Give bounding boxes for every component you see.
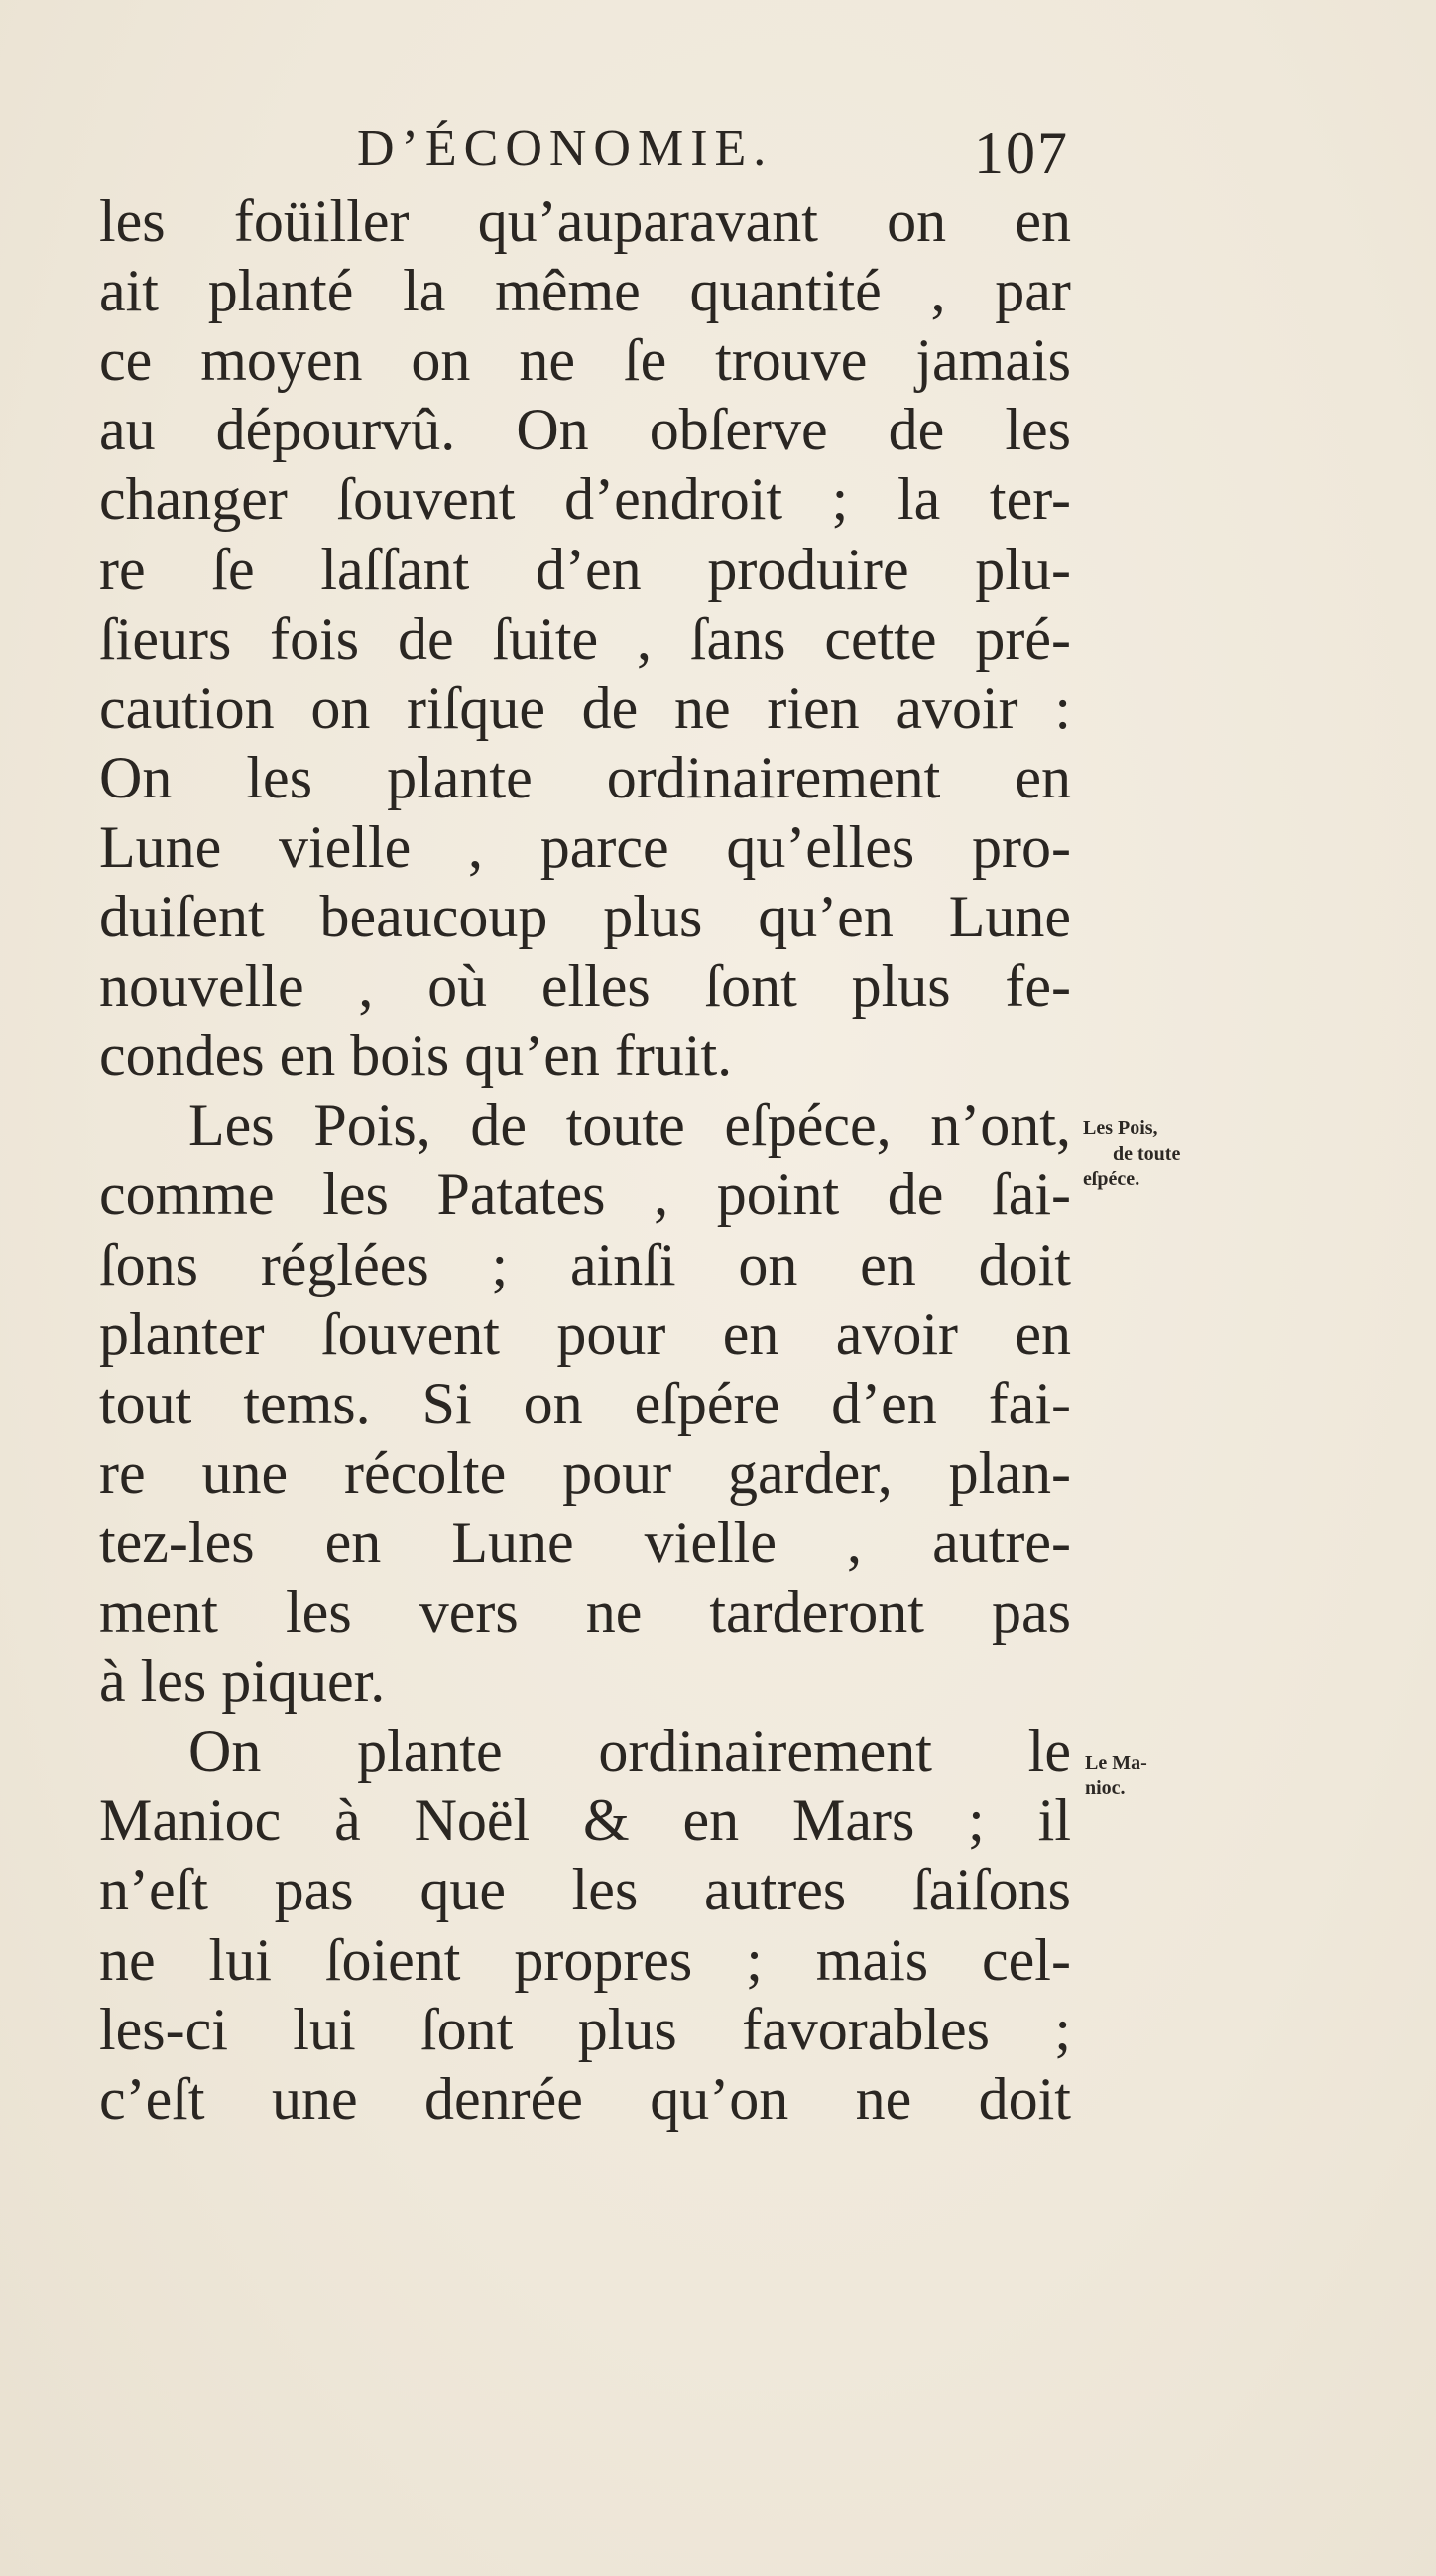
text-line: à les piquer. — [99, 1649, 386, 1715]
word: re — [99, 536, 146, 602]
word: On — [99, 744, 173, 810]
word: la — [403, 258, 446, 324]
margin-note-line: nioc. — [1085, 1778, 1126, 1799]
word: doit — [978, 1231, 1071, 1297]
word: plante — [357, 1718, 503, 1784]
word: ſouvent — [336, 466, 516, 533]
word: propres — [514, 1926, 693, 1993]
text-line — [99, 604, 1071, 674]
word: de — [887, 1162, 944, 1228]
text-line — [99, 1369, 1071, 1438]
word: vers — [419, 1579, 519, 1645]
word: ſont — [704, 953, 797, 1020]
text-line — [99, 1508, 1071, 1577]
word: une — [201, 1439, 289, 1506]
word: on — [887, 188, 947, 254]
text-line — [99, 1925, 1071, 1995]
word: Lune — [451, 1509, 574, 1575]
text-line — [99, 812, 1071, 882]
word: autre- — [932, 1509, 1071, 1575]
word: lui — [208, 1926, 272, 1993]
word: ne — [674, 675, 731, 741]
word: avoir — [835, 1300, 958, 1367]
word: les — [322, 1162, 389, 1228]
word: qu’on — [650, 2065, 789, 2132]
text-line — [99, 1090, 1071, 1160]
word: même — [495, 258, 641, 324]
word: les — [1005, 397, 1071, 463]
word: : — [1054, 675, 1071, 741]
word: d’endroit — [564, 466, 783, 533]
word: à — [334, 1787, 361, 1854]
word: les — [99, 188, 166, 254]
margin-note-line: eſpéce. — [1083, 1168, 1140, 1190]
word: par — [995, 258, 1071, 324]
word: & — [583, 1787, 630, 1854]
word: Noël — [414, 1787, 531, 1854]
word: tez-les — [99, 1509, 255, 1575]
word: eſpéce, — [724, 1092, 892, 1159]
word: laſſant — [320, 536, 470, 602]
text-line — [99, 2064, 1071, 2134]
word: ce — [99, 327, 153, 394]
word: en — [324, 1509, 382, 1575]
word: Manioc — [99, 1787, 282, 1854]
word: ter- — [989, 466, 1071, 533]
word: ment — [99, 1579, 218, 1645]
word: ne — [585, 1579, 643, 1645]
word: plante — [387, 744, 533, 810]
word: Les — [188, 1092, 275, 1159]
word: duiſent — [99, 884, 265, 949]
word: pré- — [975, 605, 1071, 672]
margin-note-manioc — [1085, 1750, 1147, 1801]
text-line — [99, 1160, 1071, 1229]
word: elles — [540, 953, 651, 1020]
word: ſieurs — [99, 605, 232, 672]
word: , — [654, 1162, 669, 1228]
word: de — [470, 1092, 528, 1159]
word: foüiller — [233, 188, 410, 254]
word: parce — [539, 813, 669, 880]
word: ſouvent — [320, 1300, 500, 1367]
word: tout — [99, 1370, 192, 1436]
word: pas — [991, 1579, 1071, 1645]
word: garder, — [727, 1439, 893, 1506]
page-number: 107 — [974, 120, 1069, 185]
margin-note-line: de toute — [1113, 1143, 1181, 1165]
word: , — [847, 1509, 863, 1575]
word: de — [888, 397, 945, 463]
word: que — [419, 1857, 506, 1923]
word: ait — [99, 258, 159, 324]
word: planter — [99, 1300, 265, 1367]
word: ſont — [420, 1996, 514, 2062]
word: Patates — [436, 1162, 606, 1228]
text-line — [99, 951, 1071, 1021]
word: vielle — [279, 813, 412, 880]
word: n’ont, — [930, 1092, 1071, 1159]
word: ordinairement — [606, 744, 941, 810]
word: ſaiſons — [911, 1857, 1071, 1923]
word: ; — [968, 1787, 985, 1854]
word: eſpére — [634, 1370, 780, 1436]
word: en — [722, 1300, 779, 1367]
word: les — [286, 1579, 352, 1645]
word: d’en — [536, 536, 642, 602]
word: ordinairement — [598, 1718, 932, 1784]
word: rien — [767, 675, 860, 741]
word: nouvelle — [99, 953, 304, 1020]
word: Lune — [948, 884, 1071, 949]
word: favorables — [742, 1996, 990, 2062]
text-line — [99, 186, 1071, 256]
text-line — [99, 1438, 1071, 1508]
word: fe- — [1005, 953, 1071, 1020]
word: les — [246, 744, 313, 810]
word: Pois, — [313, 1092, 431, 1159]
word: les-ci — [99, 1996, 228, 2062]
word: pour — [556, 1300, 666, 1367]
word: c’eſt — [99, 2065, 205, 2132]
word: trouve — [715, 327, 868, 394]
word: qu’elles — [726, 813, 915, 880]
word: ; — [1054, 1996, 1071, 2062]
text-line: condes en bois qu’en fruit. — [99, 1023, 733, 1089]
margin-note-line: Le Ma- — [1085, 1752, 1147, 1774]
word: changer — [99, 466, 288, 533]
word: denrée — [423, 2065, 583, 2132]
word: jamais — [915, 327, 1071, 394]
word: ſe — [211, 536, 255, 602]
word: riſque — [407, 675, 545, 741]
word: avoir — [896, 675, 1018, 741]
word: ſai- — [992, 1162, 1071, 1228]
word: cette — [824, 605, 937, 672]
word: fai- — [988, 1370, 1071, 1436]
word: beaucoup — [319, 884, 548, 949]
word: On — [516, 397, 589, 463]
word: il — [1037, 1787, 1071, 1854]
word: plus — [851, 953, 951, 1020]
word: on — [411, 327, 471, 394]
text-line — [99, 882, 1071, 951]
word: obſerve — [649, 397, 828, 463]
word: toute — [565, 1092, 685, 1159]
word: autres — [703, 1857, 847, 1923]
word: de — [398, 605, 454, 672]
word: la — [897, 466, 941, 533]
word: les — [571, 1857, 639, 1923]
word: ſuite — [492, 605, 599, 672]
text-line — [99, 1299, 1071, 1369]
word: une — [271, 2065, 358, 2132]
word: ainſi — [569, 1231, 676, 1297]
word: ſans — [689, 605, 786, 672]
word: où — [427, 953, 488, 1020]
word: pro- — [971, 813, 1071, 880]
word: ; — [831, 466, 849, 533]
word: on — [310, 675, 371, 741]
word: n’eſt — [99, 1857, 208, 1923]
text-line — [99, 674, 1071, 743]
text-line — [99, 395, 1071, 464]
word: quantité — [689, 258, 882, 324]
word: plus — [577, 1996, 677, 2062]
text-line — [99, 743, 1071, 812]
word: plu- — [975, 536, 1071, 602]
word: lui — [293, 1996, 356, 2062]
word: Lune — [99, 813, 222, 880]
word: le — [1027, 1718, 1071, 1784]
word: pas — [274, 1857, 354, 1923]
word: en — [860, 1231, 916, 1297]
word: Mars — [792, 1787, 915, 1854]
word: récolte — [344, 1439, 507, 1506]
word: cel- — [982, 1926, 1071, 1993]
word: ſoient — [324, 1926, 461, 1993]
word: ne — [519, 327, 575, 394]
word: mais — [815, 1926, 929, 1993]
text-line — [99, 1785, 1071, 1855]
word: produire — [707, 536, 909, 602]
word: On — [188, 1718, 262, 1784]
word: comme — [99, 1162, 275, 1228]
word: re — [99, 1439, 146, 1506]
word: qu’auparavant — [477, 188, 818, 254]
word: dépourvû. — [215, 397, 456, 463]
word: planté — [207, 258, 354, 324]
text-line — [99, 1716, 1071, 1785]
word: , — [930, 258, 946, 324]
word: plus — [603, 884, 703, 949]
word: réglées — [260, 1231, 429, 1297]
word: caution — [99, 675, 275, 741]
word: d’en — [831, 1370, 937, 1436]
text-line — [99, 464, 1071, 534]
word: doit — [978, 2065, 1071, 2132]
word: en — [1015, 188, 1071, 254]
word: point — [716, 1162, 840, 1228]
word: en — [682, 1787, 740, 1854]
word: en — [1015, 744, 1071, 810]
word: , — [468, 813, 483, 880]
word: ne — [99, 1926, 156, 1993]
text-line — [99, 1995, 1071, 2064]
running-header — [357, 119, 1071, 188]
running-title: D’ÉCONOMIE. — [357, 120, 774, 177]
word: pour — [562, 1439, 672, 1506]
margin-note-pois — [1083, 1115, 1180, 1192]
word: ſons — [99, 1231, 199, 1297]
text-line — [99, 256, 1071, 325]
word: , — [358, 953, 374, 1020]
word: on — [523, 1370, 583, 1436]
text-line — [99, 1577, 1071, 1647]
word: ; — [746, 1926, 763, 1993]
word: tarderont — [709, 1579, 924, 1645]
word: au — [99, 397, 156, 463]
word: en — [1015, 1300, 1071, 1367]
word: ; — [491, 1231, 509, 1297]
word: moyen — [200, 327, 363, 394]
word: fois — [270, 605, 360, 672]
word: qu’en — [758, 884, 894, 949]
word: Si — [421, 1370, 472, 1436]
word: ne — [855, 2065, 912, 2132]
text-line — [99, 1230, 1071, 1299]
word: on — [738, 1231, 798, 1297]
margin-note-line: Les Pois, — [1083, 1117, 1158, 1139]
text-line — [99, 535, 1071, 604]
word: de — [581, 675, 639, 741]
text-line — [99, 325, 1071, 395]
text-line — [99, 1855, 1071, 1924]
word: ſe — [623, 327, 667, 394]
word: tems. — [243, 1370, 371, 1436]
word: vielle — [644, 1509, 777, 1575]
word: , — [636, 605, 652, 672]
word: plan- — [948, 1439, 1071, 1506]
